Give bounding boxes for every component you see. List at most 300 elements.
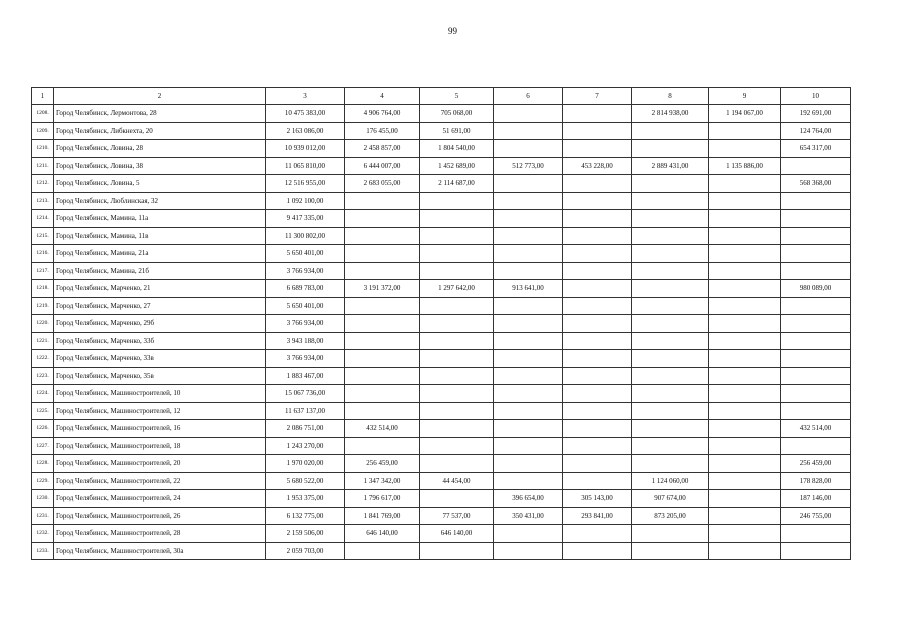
value-cell (420, 420, 494, 438)
value-cell (494, 472, 563, 490)
row-number: 1216. (32, 245, 54, 263)
value-cell (781, 227, 851, 245)
value-cell (494, 332, 563, 350)
value-cell: 5 680 522,00 (266, 472, 345, 490)
row-number: 1233. (32, 542, 54, 560)
value-cell (632, 385, 709, 403)
value-cell (345, 262, 420, 280)
value-cell: 1 841 769,00 (345, 507, 420, 525)
value-cell (709, 297, 781, 315)
value-cell: 1 092 100,00 (266, 192, 345, 210)
value-cell (494, 262, 563, 280)
value-cell (345, 227, 420, 245)
row-number: 1223. (32, 367, 54, 385)
row-number: 1230. (32, 490, 54, 508)
value-cell: 3 766 934,00 (266, 350, 345, 368)
value-cell (494, 420, 563, 438)
value-cell (494, 350, 563, 368)
value-cell: 2 114 687,00 (420, 175, 494, 193)
address-cell: Город Челябинск, Машиностроителей, 26 (54, 507, 266, 525)
value-cell (494, 297, 563, 315)
value-cell (632, 542, 709, 560)
address-cell: Город Челябинск, Марченко, 33б (54, 332, 266, 350)
value-cell: 350 431,00 (494, 507, 563, 525)
value-cell: 176 455,00 (345, 122, 420, 140)
address-cell: Город Челябинск, Машиностроителей, 30а (54, 542, 266, 560)
value-cell: 5 650 401,00 (266, 297, 345, 315)
table-row (32, 140, 851, 158)
value-cell (632, 437, 709, 455)
value-cell (709, 385, 781, 403)
value-cell (420, 437, 494, 455)
value-cell (420, 367, 494, 385)
value-cell: 1 243 270,00 (266, 437, 345, 455)
table-row (32, 525, 851, 543)
table-row (32, 420, 851, 438)
value-cell (781, 367, 851, 385)
value-cell (632, 175, 709, 193)
value-cell (709, 315, 781, 333)
address-cell: Город Челябинск, Ловина, 5 (54, 175, 266, 193)
address-cell: Город Челябинск, Марченко, 33в (54, 350, 266, 368)
value-cell: 873 205,00 (632, 507, 709, 525)
value-cell: 1 452 689,00 (420, 157, 494, 175)
value-cell (345, 367, 420, 385)
row-number: 1214. (32, 210, 54, 228)
value-cell: 654 317,00 (781, 140, 851, 158)
value-cell (632, 262, 709, 280)
value-cell: 2 086 751,00 (266, 420, 345, 438)
value-cell: 51 691,00 (420, 122, 494, 140)
value-cell (632, 367, 709, 385)
value-cell: 2 683 055,00 (345, 175, 420, 193)
value-cell: 1 953 375,00 (266, 490, 345, 508)
value-cell (420, 262, 494, 280)
value-cell: 1 194 067,00 (709, 105, 781, 123)
value-cell (494, 105, 563, 123)
value-cell: 1 883 467,00 (266, 367, 345, 385)
value-cell: 187 146,00 (781, 490, 851, 508)
value-cell (709, 525, 781, 543)
value-cell: 6 132 775,00 (266, 507, 345, 525)
table-row (32, 385, 851, 403)
value-cell: 705 068,00 (420, 105, 494, 123)
address-cell: Город Челябинск, Марченко, 27 (54, 297, 266, 315)
value-cell (709, 472, 781, 490)
value-cell (420, 385, 494, 403)
row-number: 1209. (32, 122, 54, 140)
value-cell (420, 455, 494, 473)
value-cell (494, 385, 563, 403)
address-cell: Город Челябинск, Марченко, 21 (54, 280, 266, 298)
table-row (32, 402, 851, 420)
row-number: 1221. (32, 332, 54, 350)
value-cell (563, 385, 632, 403)
value-cell: 3 766 934,00 (266, 315, 345, 333)
value-cell (632, 297, 709, 315)
column-header: 8 (632, 88, 709, 105)
value-cell (781, 192, 851, 210)
value-cell: 178 828,00 (781, 472, 851, 490)
table-row (32, 262, 851, 280)
value-cell (345, 245, 420, 263)
value-cell: 2 059 703,00 (266, 542, 345, 560)
value-cell (563, 420, 632, 438)
value-cell (494, 315, 563, 333)
value-cell (632, 455, 709, 473)
value-cell: 10 475 383,00 (266, 105, 345, 123)
value-cell (709, 192, 781, 210)
row-number: 1208. (32, 105, 54, 123)
value-cell (563, 402, 632, 420)
value-cell (494, 140, 563, 158)
value-cell: 6 689 783,00 (266, 280, 345, 298)
value-cell (709, 140, 781, 158)
value-cell (563, 472, 632, 490)
address-cell: Город Челябинск, Машиностроителей, 16 (54, 420, 266, 438)
value-cell: 980 089,00 (781, 280, 851, 298)
table-row (32, 367, 851, 385)
value-cell (563, 227, 632, 245)
value-cell: 432 514,00 (345, 420, 420, 438)
value-cell: 77 537,00 (420, 507, 494, 525)
address-cell: Город Челябинск, Марченко, 29б (54, 315, 266, 333)
value-cell: 907 674,00 (632, 490, 709, 508)
value-cell (781, 525, 851, 543)
row-number: 1228. (32, 455, 54, 473)
value-cell (781, 315, 851, 333)
value-cell (494, 192, 563, 210)
value-cell (563, 192, 632, 210)
column-header: 5 (420, 88, 494, 105)
address-cell: Город Челябинск, Мамина, 11в (54, 227, 266, 245)
value-cell (709, 542, 781, 560)
value-cell (709, 437, 781, 455)
row-number: 1225. (32, 402, 54, 420)
row-number: 1212. (32, 175, 54, 193)
value-cell (632, 350, 709, 368)
data-table (31, 87, 851, 560)
value-cell (563, 332, 632, 350)
row-number: 1211. (32, 157, 54, 175)
value-cell: 1 796 617,00 (345, 490, 420, 508)
value-cell (709, 350, 781, 368)
column-header: 1 (32, 88, 54, 105)
value-cell (563, 542, 632, 560)
row-number: 1215. (32, 227, 54, 245)
value-cell: 2 458 857,00 (345, 140, 420, 158)
table-row (32, 507, 851, 525)
value-cell: 15 067 736,00 (266, 385, 345, 403)
value-cell: 3 943 188,00 (266, 332, 345, 350)
value-cell: 1 347 342,00 (345, 472, 420, 490)
value-cell (781, 297, 851, 315)
table-row (32, 245, 851, 263)
row-number: 1220. (32, 315, 54, 333)
value-cell: 256 459,00 (345, 455, 420, 473)
table-row (32, 192, 851, 210)
value-cell (632, 192, 709, 210)
value-cell (420, 297, 494, 315)
value-cell (709, 280, 781, 298)
value-cell (781, 210, 851, 228)
row-number: 1231. (32, 507, 54, 525)
address-cell: Город Челябинск, Мамина, 11а (54, 210, 266, 228)
value-cell: 256 459,00 (781, 455, 851, 473)
value-cell (563, 315, 632, 333)
value-cell: 1 124 060,00 (632, 472, 709, 490)
value-cell: 453 228,00 (563, 157, 632, 175)
value-cell (563, 175, 632, 193)
address-cell: Город Челябинск, Машиностроителей, 20 (54, 455, 266, 473)
value-cell: 4 906 764,00 (345, 105, 420, 123)
value-cell (420, 490, 494, 508)
value-cell: 646 140,00 (345, 525, 420, 543)
value-cell (420, 332, 494, 350)
value-cell (709, 420, 781, 438)
address-cell: Город Челябинск, Машиностроителей, 24 (54, 490, 266, 508)
value-cell (781, 437, 851, 455)
table-row (32, 227, 851, 245)
column-header: 4 (345, 88, 420, 105)
address-cell: Город Челябинск, Машиностроителей, 22 (54, 472, 266, 490)
page-number: 99 (448, 26, 457, 36)
value-cell (345, 297, 420, 315)
value-cell (709, 262, 781, 280)
address-cell: Город Челябинск, Мамина, 21а (54, 245, 266, 263)
value-cell (345, 192, 420, 210)
value-cell (563, 140, 632, 158)
value-cell (345, 437, 420, 455)
address-cell: Город Челябинск, Машиностроителей, 10 (54, 385, 266, 403)
value-cell (632, 525, 709, 543)
value-cell (632, 332, 709, 350)
value-cell (632, 210, 709, 228)
value-cell: 10 939 012,00 (266, 140, 345, 158)
value-cell (563, 525, 632, 543)
value-cell (781, 245, 851, 263)
value-cell (563, 280, 632, 298)
row-number: 1218. (32, 280, 54, 298)
row-number: 1226. (32, 420, 54, 438)
value-cell (345, 315, 420, 333)
value-cell (420, 542, 494, 560)
value-cell (632, 140, 709, 158)
header-row (32, 88, 851, 105)
table-row (32, 157, 851, 175)
table-row (32, 315, 851, 333)
value-cell: 11 065 810,00 (266, 157, 345, 175)
value-cell (494, 542, 563, 560)
value-cell (345, 210, 420, 228)
value-cell: 2 889 431,00 (632, 157, 709, 175)
value-cell (563, 210, 632, 228)
row-number: 1219. (32, 297, 54, 315)
value-cell (632, 280, 709, 298)
row-number: 1224. (32, 385, 54, 403)
value-cell (632, 245, 709, 263)
table-row (32, 472, 851, 490)
row-number: 1213. (32, 192, 54, 210)
value-cell (632, 402, 709, 420)
table-row (32, 105, 851, 123)
row-number: 1229. (32, 472, 54, 490)
address-cell: Город Челябинск, Машиностроителей, 28 (54, 525, 266, 543)
table-row (32, 297, 851, 315)
value-cell (345, 332, 420, 350)
value-cell (709, 367, 781, 385)
table-row (32, 542, 851, 560)
table-row (32, 490, 851, 508)
value-cell (494, 175, 563, 193)
address-cell: Город Челябинск, Лермонтова, 28 (54, 105, 266, 123)
table-row (32, 210, 851, 228)
value-cell (781, 157, 851, 175)
value-cell (345, 350, 420, 368)
value-cell: 512 773,00 (494, 157, 563, 175)
value-cell (709, 402, 781, 420)
value-cell: 396 654,00 (494, 490, 563, 508)
value-cell (563, 105, 632, 123)
value-cell: 293 841,00 (563, 507, 632, 525)
column-header: 10 (781, 88, 851, 105)
value-cell (420, 192, 494, 210)
value-cell (709, 227, 781, 245)
value-cell (563, 297, 632, 315)
table-row (32, 175, 851, 193)
table-row (32, 455, 851, 473)
value-cell (494, 525, 563, 543)
value-cell (709, 245, 781, 263)
value-cell (345, 385, 420, 403)
value-cell (632, 122, 709, 140)
value-cell (345, 542, 420, 560)
value-cell (494, 245, 563, 263)
value-cell (563, 245, 632, 263)
value-cell (563, 262, 632, 280)
value-cell (420, 210, 494, 228)
value-cell (563, 455, 632, 473)
value-cell (563, 350, 632, 368)
value-cell: 305 143,00 (563, 490, 632, 508)
value-cell: 646 140,00 (420, 525, 494, 543)
column-header: 2 (54, 88, 266, 105)
value-cell (632, 227, 709, 245)
value-cell: 2 814 938,00 (632, 105, 709, 123)
value-cell (345, 402, 420, 420)
value-cell (709, 122, 781, 140)
value-cell: 3 766 934,00 (266, 262, 345, 280)
value-cell (494, 455, 563, 473)
value-cell (781, 332, 851, 350)
value-cell (563, 437, 632, 455)
value-cell (420, 227, 494, 245)
table-row (32, 332, 851, 350)
address-cell: Город Челябинск, Марченко, 35в (54, 367, 266, 385)
value-cell: 5 650 401,00 (266, 245, 345, 263)
value-cell: 11 637 137,00 (266, 402, 345, 420)
column-header: 9 (709, 88, 781, 105)
value-cell: 3 191 372,00 (345, 280, 420, 298)
value-cell (494, 122, 563, 140)
column-header: 3 (266, 88, 345, 105)
value-cell: 1 970 020,00 (266, 455, 345, 473)
value-cell: 44 454,00 (420, 472, 494, 490)
row-number: 1232. (32, 525, 54, 543)
column-header: 6 (494, 88, 563, 105)
value-cell (420, 315, 494, 333)
address-cell: Город Челябинск, Мамина, 21б (54, 262, 266, 280)
value-cell (709, 332, 781, 350)
row-number: 1222. (32, 350, 54, 368)
value-cell (494, 402, 563, 420)
value-cell (494, 210, 563, 228)
value-cell (781, 350, 851, 368)
value-cell (781, 262, 851, 280)
value-cell: 124 764,00 (781, 122, 851, 140)
address-cell: Город Челябинск, Либкнехта, 20 (54, 122, 266, 140)
value-cell (494, 227, 563, 245)
value-cell: 246 755,00 (781, 507, 851, 525)
value-cell (420, 245, 494, 263)
table-body (32, 105, 851, 560)
table-row (32, 122, 851, 140)
value-cell (632, 315, 709, 333)
address-cell: Город Челябинск, Люблинская, 32 (54, 192, 266, 210)
value-cell (563, 122, 632, 140)
value-cell (420, 402, 494, 420)
row-number: 1210. (32, 140, 54, 158)
value-cell (709, 455, 781, 473)
value-cell: 2 159 506,00 (266, 525, 345, 543)
address-cell: Город Челябинск, Машиностроителей, 18 (54, 437, 266, 455)
value-cell: 192 691,00 (781, 105, 851, 123)
value-cell (632, 420, 709, 438)
value-cell (781, 385, 851, 403)
table-row (32, 350, 851, 368)
value-cell: 913 641,00 (494, 280, 563, 298)
value-cell: 1 135 886,00 (709, 157, 781, 175)
value-cell (709, 175, 781, 193)
value-cell (709, 210, 781, 228)
table-row (32, 280, 851, 298)
value-cell (709, 490, 781, 508)
value-cell: 12 516 955,00 (266, 175, 345, 193)
value-cell: 1 297 642,00 (420, 280, 494, 298)
value-cell: 11 300 802,00 (266, 227, 345, 245)
value-cell (781, 402, 851, 420)
value-cell: 6 444 007,00 (345, 157, 420, 175)
value-cell (709, 507, 781, 525)
value-cell (781, 542, 851, 560)
value-cell (494, 437, 563, 455)
value-cell (494, 367, 563, 385)
value-cell: 2 163 086,00 (266, 122, 345, 140)
table-row (32, 437, 851, 455)
address-cell: Город Челябинск, Ловина, 38 (54, 157, 266, 175)
value-cell (563, 367, 632, 385)
value-cell: 1 804 540,00 (420, 140, 494, 158)
column-header: 7 (563, 88, 632, 105)
address-cell: Город Челябинск, Машиностроителей, 12 (54, 402, 266, 420)
value-cell: 9 417 335,00 (266, 210, 345, 228)
row-number: 1227. (32, 437, 54, 455)
value-cell: 568 368,00 (781, 175, 851, 193)
address-cell: Город Челябинск, Ловина, 28 (54, 140, 266, 158)
value-cell (420, 350, 494, 368)
value-cell: 432 514,00 (781, 420, 851, 438)
row-number: 1217. (32, 262, 54, 280)
